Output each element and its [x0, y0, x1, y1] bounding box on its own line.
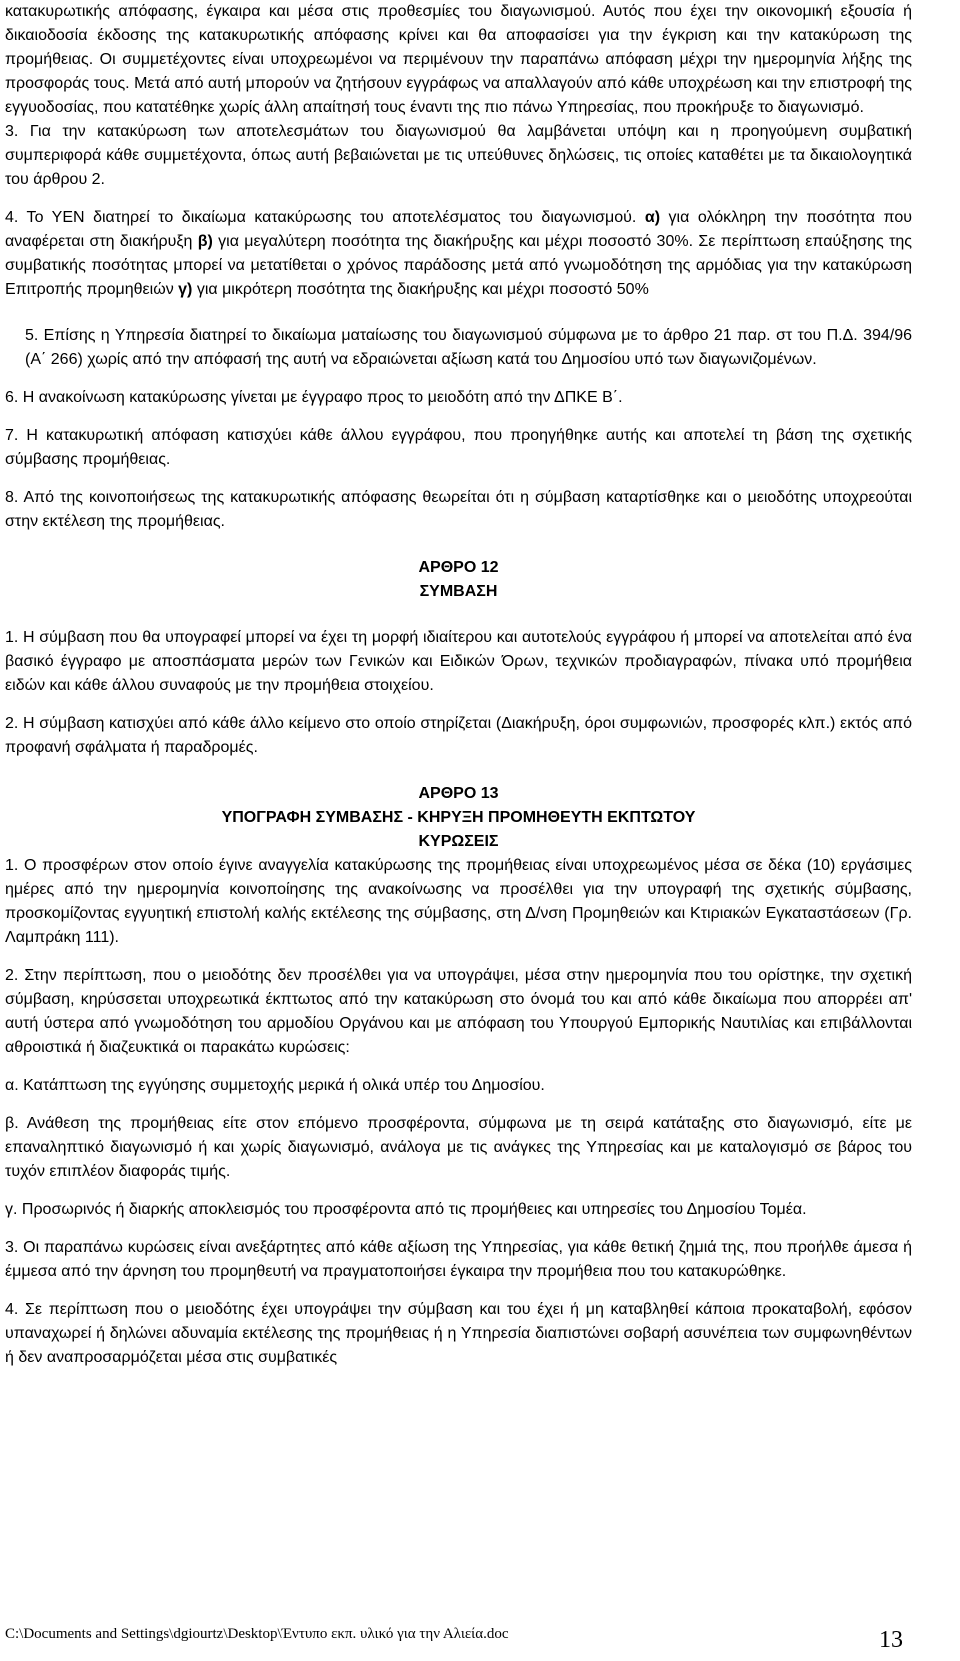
article-13-item-b: β. Ανάθεση της προμήθειας είτε στον επόμενο προσφέροντα, σύμφωνα με τη σειρά κατάταξης στο διαγωνισμό, είτε με επαναληπτικό διαγωνισμό ή και χωρίς διαγωνισμό, ανάλογα με τις ανάγκες της Υπηρεσίας και με καταλογισμό σε βάρος του τυχόν επιπλέον διαφοράς τιμής. — [5, 1115, 912, 1180]
document-body — [5, 0, 912, 1370]
paragraph-intro: κατακυρωτικής απόφασης, έγκαιρα και μέσα στις προθεσμίες του διαγωνισμού. Αυτός που έχει την οικονομική εξουσία ή δικαιοδοσία έκδοσης της κατακυρωτικής απόφασης κρίνει και θα αποφασίσει για την έγκριση και την κατακύρωση της προμήθειας. Οι συμμετέχοντες είναι υποχρεωμένοι να περιμένουν την παραπάνω απόφαση μέχρι την ημερομηνία λήξης της προσφοράς τους. Μετά από αυτή μπορούν να ζητήσουν εγγράφως να απαλλαγούν από κάθε υποχρέωση και την επιστροφή της εγγυοδοσίας, που κατατέθηκε χωρίς άλλη απαίτησή τους έναντι της πιο πάνω Υπηρεσίας, που προκήρυξε το διαγωνισμό. — [5, 3, 912, 116]
article-13-paragraph-3: 3. Οι παραπάνω κυρώσεις είναι ανεξάρτητες από κάθε αξίωση της Υπηρεσίας, για κάθε θετική ζημιά της, που προήλθε άμεσα ή έμμεσα από την άρνηση του προμηθευτή να πραγματοποιήσει έγκαιρα την προμήθεια που του κατακυρώθηκε. — [5, 1239, 912, 1280]
article-12-paragraph-2: 2. Η σύμβαση κατισχύει από κάθε άλλο κείμενο στο οποίο στηρίζεται (Διακήρυξη, όροι συμφωνιών, προσφορές κλπ.) εκτός από προφανή σφάλματα ή παραδρομές. — [5, 715, 912, 756]
paragraph-6: 6. Η ανακοίνωση κατακύρωσης γίνεται με έγγραφο προς το μειοδότη από την ΔΠΚΕ Β΄. — [5, 389, 623, 406]
article-13-number: ΑΡΘΡΟ 13 — [418, 785, 499, 802]
paragraph-7: 7. Η κατακυρωτική απόφαση κατισχύει κάθε άλλου εγγράφου, που προηγήθηκε αυτής και αποτελεί τη βάση της σχετικής σύμβασης προμήθειας. — [5, 427, 912, 468]
article-13-item-g: γ. Προσωρινός ή διαρκής αποκλεισμός του προσφέροντα από τις προμήθειες και υπηρεσίες του Δημοσίου Τομέα. — [5, 1201, 807, 1218]
article-13-paragraph-2: 2. Στην περίπτωση, που ο μειοδότης δεν προσέλθει για να υπογράψει, μέσα στην ημερομηνία που του ορίστηκε, την σχετική σύμβαση, κηρύσσεται υποχρεωτικά έκπτωτος από την κατακύρωση στο όνομά του και από κάθε δικαίωμα που απορρέει απ' αυτή ύστερα από γνωμοδότηση του αρμοδίου Οργάνου και με απόφαση του Υπουργού Εμπορικής Ναυτιλίας και επιβάλλονται αθροιστικά ή διαζευκτικά οι παρακάτω κυρώσεις: — [5, 967, 912, 1056]
article-13-item-a: α. Κατάπτωση της εγγύησης συμμετοχής μερικά ή ολικά υπέρ του Δημοσίου. — [5, 1077, 545, 1094]
article-12-paragraph-1: 1. Η σύμβαση που θα υπογραφεί μπορεί να έχει τη μορφή ιδιαίτερου και αυτοτελούς εγγράφου ή μπορεί να αποτελείται από ένα βασικό έγγραφο με αποσπάσματα μερών των Γενικών και Ειδικών Όρων, τεχνικών προδιαγραφών, πίνακα υπό προμήθεια ειδών και κάθε άλλου συναφούς με την προμήθεια στοιχείου. — [5, 629, 912, 694]
paragraph-3: 3. Για την κατακύρωση των αποτελεσμάτων του διαγωνισμού θα λαμβάνεται υπόψη και η προηγούμενη συμβατική συμπεριφορά κάθε συμμετέχοντα, όπως αυτή βεβαιώνεται με τις υπεύθυνες δηλώσεις, τις οποίες καταθέτει με τα δικαιολογητικά του άρθρου 2. — [5, 123, 912, 188]
article-12-title: ΣΥΜΒΑΣΗ — [419, 583, 498, 600]
article-13-paragraph-4: 4. Σε περίπτωση που ο μειοδότης έχει υπογράψει την σύμβαση και του έχει ή μη καταβληθεί κάποια προκαταβολή, εφόσον υπαναχωρεί ή δηλώνει αδυναμία εκτέλεσης της προμήθειας ή η Υπηρεσία διαπιστώνει σοβαρή ασυνέπεια των συμφωνηθέντων ή δεν αναπροσαρμόζεται μέσα στις συμβατικές — [5, 1301, 912, 1366]
article-13-title: ΥΠΟΓΡΑΦΗ ΣΥΜΒΑΣΗΣ - ΚΗΡΥΞΗ ΠΡΟΜΗΘΕΥΤΗ ΕΚΠΤΩΤΟΥ — [221, 809, 696, 826]
paragraph-8: 8. Από της κοινοποιήσεως της κατακυρωτικής απόφασης θεωρείται ότι η σύμβαση καταρτίσθηκε και ο μειοδότης υποχρεούται στην εκτέλεση της προμήθειας. — [5, 489, 912, 530]
article-13-paragraph-1: 1. Ο προσφέρων στον οποίο έγινε αναγγελία κατακύρωσης της προμήθειας είναι υποχρεωμένος μέσα σε δέκα (10) εργάσιμες ημέρες από την ημερομηνία κοινοποίησης της ανακοίνωσης να προσέλθει για την υπογραφή της σχετικής σύμβασης, προσκομίζοντας εγγυητική επιστολή καλής εκτέλεσης της σύμβασης, στη Δ/νση Προμηθειών και Κτιριακών Εγκαταστάσεων (Γρ. Λαμπράκη 111). — [5, 857, 912, 946]
page-number: 13 — [879, 1627, 903, 1653]
article-13-title-line-2: ΚΥΡΩΣΕΙΣ — [418, 833, 499, 850]
footer-file-path: C:\Documents and Settings\dgiourtz\Desktop\Έντυπο εκπ. υλικό για την Αλιεία.doc — [5, 1626, 509, 1642]
article-12-number: ΑΡΘΡΟ 12 — [418, 559, 499, 576]
paragraph-5: 5. Επίσης η Υπηρεσία διατηρεί το δικαίωμα ματαίωσης του διαγωνισμού σύμφωνα με το άρθρο 21 παρ. στ του Π.Δ. 394/96 (Α΄ 266) χωρίς από την απόφασή της αυτή να εδραιώνεται αξίωση κατά του Δημοσίου υπό των διαγωνιζομένων. — [25, 327, 912, 368]
paragraph-4: 4. Το ΥΕΝ διατηρεί το δικαίωμα κατακύρωσης του αποτελέσματος του διαγωνισμού. α) για ολόκληρη την ποσότητα που αναφέρεται στη διακήρυξη β) για μεγαλύτερη ποσότητα της διακήρυξης και μέχρι ποσοστό 30%. Σε περίπτωση επαύξησης της συμβατικής ποσότητας μπορεί να μετατίθεται ο χρόνος παράδοσης μετά από γνωμοδότηση της αρμόδιας για την κατακύρωση Επιτροπής προμηθειών γ) για μικρότερη ποσότητα της διακήρυξης και μέχρι ποσοστό 50% — [5, 209, 913, 298]
